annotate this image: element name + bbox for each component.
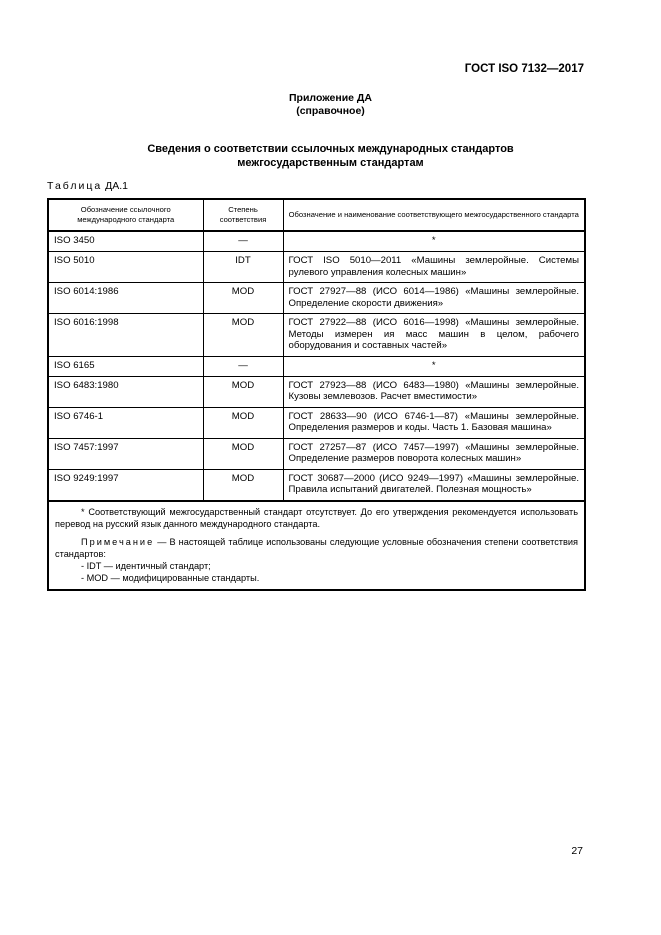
header-interstate-standard: Обозначение и наименование соответствующего межгосударственного стандарта — [283, 199, 585, 231]
table-row — [48, 356, 585, 376]
cell-degree: MOD — [203, 469, 283, 501]
cell-degree: MOD — [203, 376, 283, 407]
cell-reference: ISO 6483:1980 — [48, 376, 203, 407]
table-row — [48, 376, 585, 407]
note-label: Примечание — [81, 536, 155, 547]
table-row — [48, 314, 585, 357]
cell-standard: ГОСТ 27927—88 (ИСО 6014—1986) «Машины землеройные. Определение скорости движения» — [283, 283, 585, 314]
table-row — [48, 283, 585, 314]
annex-heading — [0, 92, 661, 118]
cell-degree: MOD — [203, 283, 283, 314]
header-reference-standard: Обозначение ссылочного международного стандарта — [48, 199, 203, 231]
annex-type: (справочное) — [296, 105, 365, 117]
table-footnote-cell — [48, 501, 585, 590]
cell-degree: MOD — [203, 438, 283, 469]
note-paragraph — [55, 536, 578, 560]
cell-standard: * — [283, 356, 585, 376]
note-text: — В настоящей таблице использованы следующие условные обозначения степени соответствия стандартов: — [55, 536, 578, 559]
cell-degree: MOD — [203, 407, 283, 438]
cell-degree: — — [203, 356, 283, 376]
page-number: 27 — [571, 845, 583, 857]
cell-standard: ГОСТ 27922—88 (ИСО 6016—1998) «Машины землеройные. Методы измерен ия масс машин в целом, рабочего оборудования и составных частей» — [283, 314, 585, 357]
cell-reference: ISO 6014:1986 — [48, 283, 203, 314]
table-row — [48, 252, 585, 283]
table-row — [48, 231, 585, 252]
cell-reference: ISO 3450 — [48, 231, 203, 252]
cell-standard: ГОСТ 27923—88 (ИСО 6483—1980) «Машины землеройные. Кузовы землевозов. Расчет вместимости» — [283, 376, 585, 407]
cell-standard: ГОСТ ISO 5010—2011 «Машины землеройные. Системы рулевого управления колесных машин» — [283, 252, 585, 283]
cell-standard: * — [283, 231, 585, 252]
note-item-mod: - MOD — модифицированные стандарты. — [81, 572, 260, 583]
table-caption-number: ДА.1 — [105, 180, 128, 192]
table-caption — [47, 180, 128, 192]
table-footnote-row — [48, 501, 585, 590]
standards-correspondence-table — [47, 198, 586, 591]
table-row — [48, 438, 585, 469]
annex-title-line-2: межгосударственным стандартам — [237, 157, 424, 169]
cell-reference: ISO 6016:1998 — [48, 314, 203, 357]
table-row — [48, 407, 585, 438]
table-caption-word: Таблица — [47, 180, 103, 192]
cell-standard: ГОСТ 30687—2000 (ИСО 9249—1997) «Машины землеройные. Правила испытаний двигателей. Полезная мощность» — [283, 469, 585, 501]
cell-standard: ГОСТ 27257—87 (ИСО 7457—1997) «Машины землеройные. Определение размеров поворота колесных машин» — [283, 438, 585, 469]
cell-reference: ISO 9249:1997 — [48, 469, 203, 501]
header-degree: Степень соответствия — [203, 199, 283, 231]
annex-title-line-1: Сведения о соответствии ссылочных международных стандартов — [147, 143, 514, 155]
cell-degree: IDT — [203, 252, 283, 283]
annex-label: Приложение ДА — [289, 92, 372, 104]
document-code: ГОСТ ISO 7132—2017 — [464, 63, 584, 75]
cell-degree: MOD — [203, 314, 283, 357]
table-row — [48, 469, 585, 501]
cell-reference: ISO 6746-1 — [48, 407, 203, 438]
cell-reference: ISO 6165 — [48, 356, 203, 376]
cell-degree: — — [203, 231, 283, 252]
cell-standard: ГОСТ 28633—90 (ИСО 6746-1—87) «Машины землеройные. Определения размеров и коды. Часть 1. Базовая машина» — [283, 407, 585, 438]
annex-title — [0, 142, 661, 170]
cell-reference: ISO 5010 — [48, 252, 203, 283]
footnote-text: * Соответствующий межгосударственный стандарт отсутствует. До его утверждения рекомендуется использовать перевод на русский язык данного международного стандарта. — [55, 506, 578, 529]
table-header-row — [48, 199, 585, 231]
note-item-idt: - IDT — идентичный стандарт; — [81, 560, 211, 571]
cell-reference: ISO 7457:1997 — [48, 438, 203, 469]
